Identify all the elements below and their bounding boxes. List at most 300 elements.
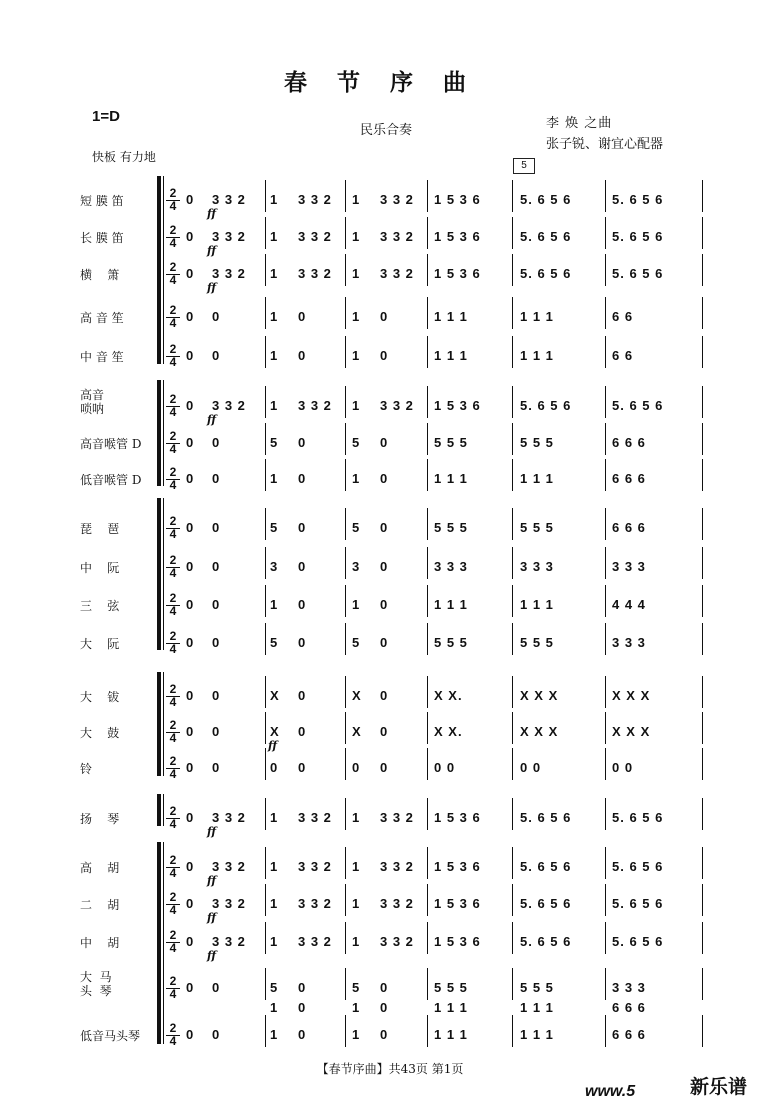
barline xyxy=(345,297,346,329)
note-cell: 3 3 2 xyxy=(212,859,246,874)
time-signature xyxy=(166,305,180,329)
note-cell: 0 xyxy=(298,597,307,612)
note-cell: 0 xyxy=(380,688,389,703)
note-cell: 1 xyxy=(352,266,361,281)
note-cell: 0 xyxy=(186,348,195,363)
ts-bottom: 4 xyxy=(169,355,177,369)
instrument-name: 中 阮 xyxy=(80,561,120,575)
ts-top: 2 xyxy=(166,720,180,733)
note-cell: 1 xyxy=(352,471,361,486)
barline xyxy=(265,508,266,540)
dynamic-marking: ff xyxy=(207,874,217,887)
note-cell: X X X xyxy=(612,724,651,739)
time-signature xyxy=(166,344,180,368)
note-cell: 0 xyxy=(186,934,195,949)
note-cell: 0 xyxy=(212,520,221,535)
barline xyxy=(265,922,266,954)
barline xyxy=(427,508,428,540)
ts-top: 2 xyxy=(166,262,180,275)
note-cell: 1 5 3 6 xyxy=(434,896,481,911)
barline xyxy=(605,254,606,286)
note-cell: 5. 6 5 6 xyxy=(520,896,572,911)
note-cell: 1 xyxy=(352,859,361,874)
barline xyxy=(605,508,606,540)
note-cell-lower: 6 6 6 xyxy=(612,1000,646,1015)
note-cell: 0 xyxy=(212,760,221,775)
note-cell: 0 0 xyxy=(520,760,542,775)
note-cell: 6 6 xyxy=(612,309,634,324)
time-signature xyxy=(166,806,180,830)
note-cell: 0 xyxy=(212,635,221,650)
note-cell: 3 3 2 xyxy=(212,934,246,949)
system-bracket xyxy=(157,794,161,826)
barline xyxy=(512,922,513,954)
ts-top: 2 xyxy=(166,188,180,201)
barline xyxy=(265,712,266,744)
ts-bottom: 4 xyxy=(169,817,177,831)
system-line xyxy=(163,176,164,364)
note-cell: 0 xyxy=(186,724,195,739)
barline xyxy=(605,547,606,579)
ts-top: 2 xyxy=(166,593,180,606)
instrument-name: 二 胡 xyxy=(80,898,120,912)
time-signature xyxy=(166,684,180,708)
barline xyxy=(427,180,428,212)
note-cell: 1 1 1 xyxy=(434,348,468,363)
note-cell: 1 5 3 6 xyxy=(434,229,481,244)
note-cell: 0 xyxy=(380,309,389,324)
note-cell: 0 xyxy=(380,980,389,995)
barline xyxy=(427,748,428,780)
note-cell: 3 3 2 xyxy=(380,896,414,911)
ts-top: 2 xyxy=(166,684,180,697)
ts-bottom: 4 xyxy=(169,478,177,492)
note-cell: 3 3 2 xyxy=(380,229,414,244)
note-cell: 1 5 3 6 xyxy=(434,192,481,207)
note-cell: 0 xyxy=(298,635,307,650)
barline xyxy=(512,847,513,879)
note-cell: 5 5 5 xyxy=(434,635,468,650)
barline xyxy=(512,386,513,418)
note-cell: 5 5 5 xyxy=(434,435,468,450)
ts-top: 2 xyxy=(166,516,180,529)
barline xyxy=(345,623,346,655)
tempo-marking: 快板 有力地 xyxy=(92,150,156,164)
note-cell: 1 1 1 xyxy=(434,597,468,612)
barline xyxy=(605,180,606,212)
barline xyxy=(702,676,703,708)
note-cell: X xyxy=(352,724,362,739)
barline xyxy=(512,180,513,212)
barline xyxy=(265,676,266,708)
barline xyxy=(605,798,606,830)
barline xyxy=(605,968,606,1000)
instrument-name: 大 马 头 琴 xyxy=(80,970,112,998)
barline xyxy=(345,386,346,418)
note-cell: 0 xyxy=(186,760,195,775)
note-cell: 1 xyxy=(270,1027,279,1042)
note-cell: 0 xyxy=(212,471,221,486)
barline xyxy=(427,623,428,655)
note-cell: 0 xyxy=(212,980,221,995)
time-signature xyxy=(166,976,180,1000)
barline xyxy=(427,712,428,744)
barline xyxy=(512,423,513,455)
time-signature xyxy=(166,720,180,744)
barline xyxy=(512,748,513,780)
note-cell: 3 3 2 xyxy=(380,192,414,207)
note-cell: 5 5 5 xyxy=(434,980,468,995)
note-cell: 0 xyxy=(380,597,389,612)
note-cell-lower: 1 xyxy=(352,1000,361,1015)
time-signature xyxy=(166,756,180,780)
system-bracket xyxy=(157,842,161,1044)
ts-top: 2 xyxy=(166,467,180,480)
barline xyxy=(345,922,346,954)
dynamic-marking: ff xyxy=(207,207,217,220)
barline xyxy=(702,254,703,286)
note-cell: 0 0 xyxy=(612,760,634,775)
barline xyxy=(265,968,266,1000)
system-bracket xyxy=(157,380,161,486)
note-cell: 3 3 3 xyxy=(434,559,468,574)
barline xyxy=(512,712,513,744)
barline xyxy=(702,459,703,491)
note-cell: 0 xyxy=(298,980,307,995)
instrument-name: 短 膜 笛 xyxy=(80,194,124,208)
system-bracket xyxy=(157,498,161,650)
note-cell: X X X xyxy=(520,724,559,739)
note-cell: 6 6 6 xyxy=(612,435,646,450)
note-cell: 5. 6 5 6 xyxy=(612,398,664,413)
note-cell: 0 xyxy=(186,688,195,703)
note-cell: 5. 6 5 6 xyxy=(612,896,664,911)
barline xyxy=(702,386,703,418)
note-cell: 5. 6 5 6 xyxy=(612,229,664,244)
time-signature xyxy=(166,631,180,655)
note-cell: 0 xyxy=(186,520,195,535)
note-cell: 1 xyxy=(270,348,279,363)
barline xyxy=(702,336,703,368)
time-signature xyxy=(166,1023,180,1047)
note-cell: 1 5 3 6 xyxy=(434,934,481,949)
barline xyxy=(512,217,513,249)
barline xyxy=(512,336,513,368)
barline xyxy=(605,712,606,744)
note-cell: 0 xyxy=(212,309,221,324)
note-cell: 1 1 1 xyxy=(520,348,554,363)
ts-top: 2 xyxy=(166,756,180,769)
barline xyxy=(345,847,346,879)
barline xyxy=(265,1015,266,1047)
note-cell: 0 xyxy=(298,724,307,739)
barline xyxy=(605,336,606,368)
note-cell: 0 xyxy=(298,471,307,486)
note-cell: 1 xyxy=(352,896,361,911)
note-cell: 3 3 2 xyxy=(380,810,414,825)
barline xyxy=(265,884,266,916)
note-cell: 1 5 3 6 xyxy=(434,810,481,825)
barline xyxy=(512,254,513,286)
note-cell: 1 1 1 xyxy=(434,471,468,486)
note-cell: 1 5 3 6 xyxy=(434,398,481,413)
note-cell: X xyxy=(270,688,280,703)
note-cell: 0 xyxy=(186,810,195,825)
note-cell: 5 xyxy=(270,520,279,535)
note-cell: 1 xyxy=(270,266,279,281)
ts-top: 2 xyxy=(166,1023,180,1036)
barline xyxy=(605,922,606,954)
note-cell-lower: 1 1 1 xyxy=(520,1000,554,1015)
note-cell: 5. 6 5 6 xyxy=(612,859,664,874)
note-cell: 0 xyxy=(380,471,389,486)
barline xyxy=(345,254,346,286)
note-cell: 0 xyxy=(212,559,221,574)
barline xyxy=(265,585,266,617)
note-cell: 0 xyxy=(186,309,195,324)
barline xyxy=(265,386,266,418)
note-cell: 3 3 2 xyxy=(298,859,332,874)
barline xyxy=(702,968,703,1000)
arranger-credit: 张子锐、谢宜心配器 xyxy=(546,137,664,152)
note-cell: 1 1 1 xyxy=(520,1027,554,1042)
note-cell: 0 xyxy=(186,896,195,911)
note-cell: 5 xyxy=(352,980,361,995)
dynamic-marking: ff xyxy=(207,949,217,962)
instrument-name: 琵 琶 xyxy=(80,522,120,536)
note-cell: 5. 6 5 6 xyxy=(612,192,664,207)
system-line xyxy=(163,794,164,826)
ts-bottom: 4 xyxy=(169,604,177,618)
ts-top: 2 xyxy=(166,394,180,407)
barline xyxy=(512,547,513,579)
ts-top: 2 xyxy=(166,344,180,357)
instrument-name: 大 阮 xyxy=(80,637,120,651)
note-cell: 5. 6 5 6 xyxy=(612,810,664,825)
ts-top: 2 xyxy=(166,806,180,819)
barline xyxy=(345,180,346,212)
note-cell: 0 xyxy=(212,597,221,612)
note-cell: 0 xyxy=(186,229,195,244)
system-line xyxy=(163,672,164,776)
dynamic-marking: ff xyxy=(207,825,217,838)
ts-top: 2 xyxy=(166,855,180,868)
instrument-name: 长 膜 笛 xyxy=(80,231,124,245)
note-cell: 6 6 6 xyxy=(612,471,646,486)
time-signature xyxy=(166,593,180,617)
barline xyxy=(345,547,346,579)
barline xyxy=(605,585,606,617)
barline xyxy=(605,676,606,708)
barline xyxy=(345,884,346,916)
note-cell: 3 xyxy=(270,559,279,574)
barline xyxy=(605,386,606,418)
note-cell: 0 xyxy=(186,398,195,413)
note-cell: 0 xyxy=(212,724,221,739)
note-cell: 0 xyxy=(380,724,389,739)
dynamic-marking: ff xyxy=(207,244,217,257)
note-cell: X xyxy=(352,688,362,703)
barline xyxy=(702,623,703,655)
barline xyxy=(605,884,606,916)
note-cell: 1 xyxy=(270,597,279,612)
note-cell: 5. 6 5 6 xyxy=(520,398,572,413)
barline xyxy=(265,547,266,579)
time-signature xyxy=(166,431,180,455)
barline xyxy=(345,798,346,830)
barline xyxy=(265,748,266,780)
barline xyxy=(427,217,428,249)
note-cell: 5 5 5 xyxy=(434,520,468,535)
note-cell: 1 xyxy=(352,309,361,324)
barline xyxy=(427,676,428,708)
barline xyxy=(345,676,346,708)
note-cell: 1 5 3 6 xyxy=(434,859,481,874)
barline xyxy=(605,423,606,455)
barline xyxy=(702,180,703,212)
note-cell: 0 xyxy=(352,760,361,775)
instrument-name: 三 弦 xyxy=(80,599,120,613)
barline xyxy=(265,297,266,329)
page-footer: 【春节序曲】共43页 第1页 xyxy=(316,1062,464,1076)
note-cell: 0 xyxy=(380,1027,389,1042)
note-cell: 0 xyxy=(186,597,195,612)
note-cell: 5. 6 5 6 xyxy=(612,934,664,949)
ts-top: 2 xyxy=(166,976,180,989)
note-cell: 3 3 2 xyxy=(212,229,246,244)
ts-top: 2 xyxy=(166,225,180,238)
instrument-name: 低音马头琴 xyxy=(80,1029,141,1043)
note-cell: 3 3 2 xyxy=(298,896,332,911)
barline xyxy=(512,297,513,329)
time-signature xyxy=(166,467,180,491)
ts-bottom: 4 xyxy=(169,987,177,1001)
note-cell: 0 xyxy=(212,435,221,450)
barline xyxy=(512,585,513,617)
note-cell: 0 xyxy=(212,688,221,703)
watermark-brand: 新乐谱 xyxy=(690,1077,748,1098)
barline xyxy=(605,297,606,329)
note-cell: 1 xyxy=(352,398,361,413)
time-signature xyxy=(166,262,180,286)
barline xyxy=(605,459,606,491)
barline xyxy=(427,798,428,830)
note-cell: 3 3 2 xyxy=(212,810,246,825)
note-cell: 0 xyxy=(186,980,195,995)
ts-top: 2 xyxy=(166,555,180,568)
note-cell: 5 xyxy=(270,980,279,995)
note-cell: 5. 6 5 6 xyxy=(520,810,572,825)
note-cell: 0 xyxy=(298,688,307,703)
note-cell: X X X xyxy=(520,688,559,703)
composer-credit: 李 焕 之曲 xyxy=(546,116,613,131)
note-cell: 1 xyxy=(270,398,279,413)
instrument-name: 低音喉管 D xyxy=(80,473,142,487)
note-cell: 1 xyxy=(270,229,279,244)
note-cell: 0 xyxy=(212,348,221,363)
barline xyxy=(345,712,346,744)
note-cell: 3 3 2 xyxy=(298,266,332,281)
note-cell: X xyxy=(270,724,280,739)
barline xyxy=(265,217,266,249)
barline xyxy=(605,847,606,879)
barline xyxy=(345,336,346,368)
note-cell: 0 xyxy=(186,266,195,281)
ts-bottom: 4 xyxy=(169,236,177,250)
ts-top: 2 xyxy=(166,431,180,444)
note-cell: X X. xyxy=(434,724,463,739)
note-cell: 5 5 5 xyxy=(520,980,554,995)
note-cell: 3 3 2 xyxy=(298,192,332,207)
note-cell: 1 xyxy=(352,229,361,244)
barline xyxy=(512,884,513,916)
system-line xyxy=(163,380,164,486)
note-cell: 5 xyxy=(352,635,361,650)
note-cell: 1 1 1 xyxy=(520,597,554,612)
note-cell: 3 3 2 xyxy=(212,266,246,281)
dynamic-marking: ff xyxy=(207,281,217,294)
ts-bottom: 4 xyxy=(169,316,177,330)
instrument-name: 铃 xyxy=(80,762,93,776)
barline xyxy=(512,676,513,708)
note-cell: X X X xyxy=(612,688,651,703)
ts-bottom: 4 xyxy=(169,731,177,745)
barline xyxy=(702,847,703,879)
note-cell-lower: 1 xyxy=(270,1000,279,1015)
barline xyxy=(702,922,703,954)
score-title: 春节序曲 xyxy=(284,69,496,96)
instrument-name: 高音 唢呐 xyxy=(80,388,105,416)
time-signature xyxy=(166,555,180,579)
ts-bottom: 4 xyxy=(169,566,177,580)
note-cell: 3 3 2 xyxy=(380,859,414,874)
note-cell: 0 xyxy=(298,348,307,363)
note-cell: 0 xyxy=(380,348,389,363)
barline xyxy=(345,423,346,455)
instrument-name: 大 钹 xyxy=(80,690,120,704)
barline xyxy=(427,336,428,368)
barline xyxy=(265,423,266,455)
barline xyxy=(427,297,428,329)
note-cell: 3 3 2 xyxy=(212,896,246,911)
note-cell: 3 3 2 xyxy=(298,398,332,413)
note-cell: 0 xyxy=(298,760,307,775)
ts-top: 2 xyxy=(166,631,180,644)
note-cell: 3 3 2 xyxy=(380,934,414,949)
barline xyxy=(345,968,346,1000)
note-cell: 3 3 2 xyxy=(298,229,332,244)
barline xyxy=(702,423,703,455)
dynamic-marking: ff xyxy=(268,739,278,752)
time-signature xyxy=(166,516,180,540)
note-cell-lower: 1 1 1 xyxy=(434,1000,468,1015)
ts-bottom: 4 xyxy=(169,527,177,541)
instrument-name: 扬 琴 xyxy=(80,812,120,826)
barline xyxy=(512,508,513,540)
barline xyxy=(702,1015,703,1047)
ts-top: 2 xyxy=(166,930,180,943)
barline xyxy=(427,922,428,954)
ts-bottom: 4 xyxy=(169,442,177,456)
note-cell: 0 xyxy=(380,559,389,574)
system-line xyxy=(163,498,164,650)
barline xyxy=(345,748,346,780)
ts-top: 2 xyxy=(166,892,180,905)
barline xyxy=(265,798,266,830)
note-cell: 5 5 5 xyxy=(520,520,554,535)
note-cell: 5. 6 5 6 xyxy=(520,934,572,949)
note-cell: 1 xyxy=(270,471,279,486)
